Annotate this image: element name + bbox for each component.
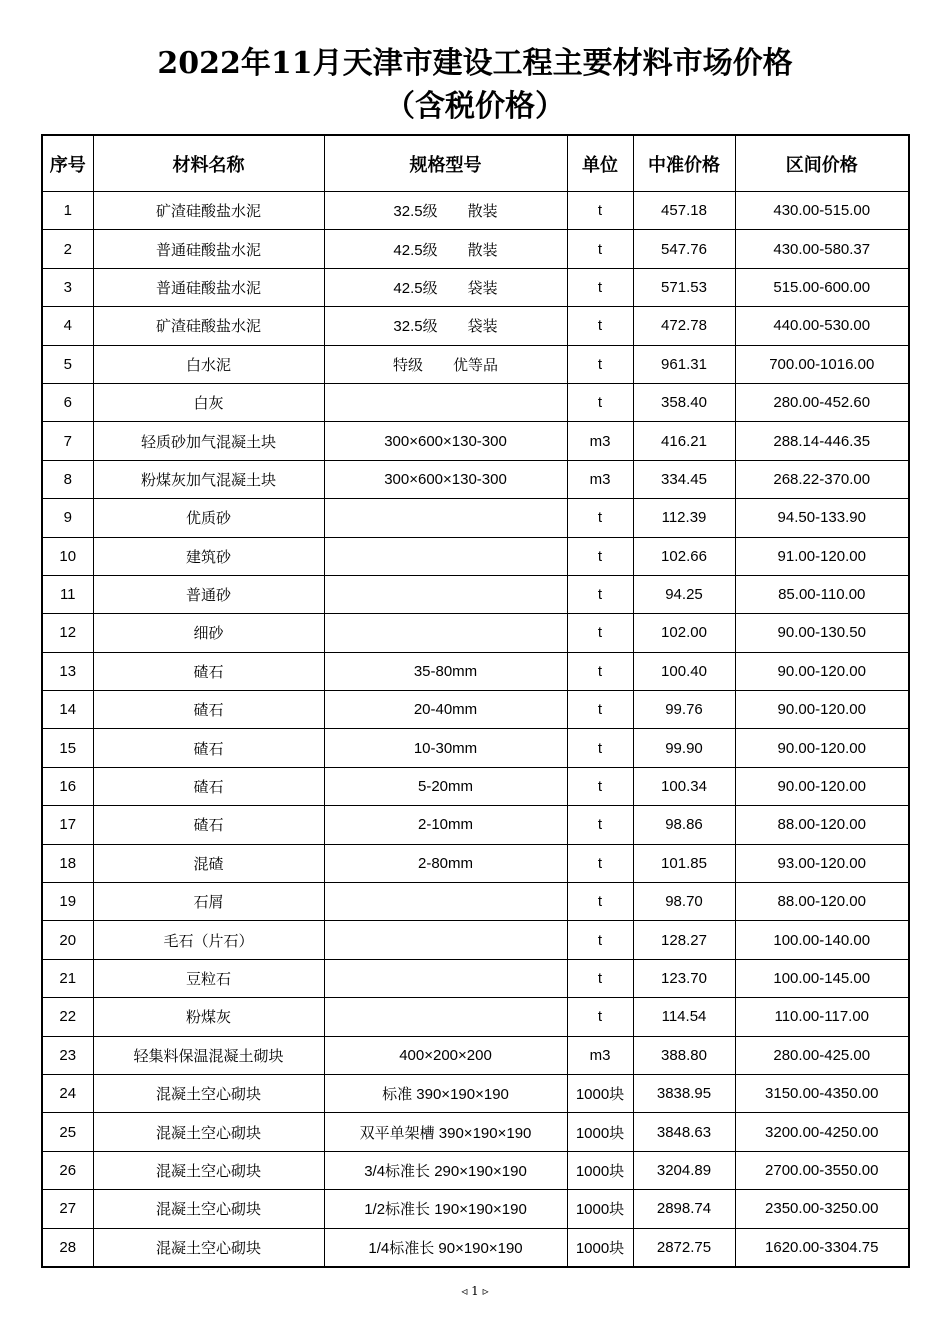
header-unit: 单位 [567, 135, 633, 192]
table-row [42, 1190, 909, 1228]
cell-unit: 1000块 [567, 1151, 633, 1189]
cell-unit: t [567, 883, 633, 921]
table-row [42, 998, 909, 1036]
cell-spec: 2-80mm [324, 844, 567, 882]
cell-unit: t [567, 383, 633, 421]
cell-material-name: 混凝土空心砌块 [93, 1190, 324, 1228]
cell-price-range: 3200.00-4250.00 [735, 1113, 909, 1151]
cell-spec: 1/4标准长 90×190×190 [324, 1228, 567, 1267]
cell-price-range: 90.00-120.00 [735, 691, 909, 729]
cell-standard-price: 98.86 [633, 806, 735, 844]
cell-spec: 32.5级 散装 [324, 192, 567, 230]
cell-material-name: 碴石 [93, 767, 324, 805]
cell-spec [324, 959, 567, 997]
table-row [42, 230, 909, 268]
cell-unit: t [567, 192, 633, 230]
cell-index: 9 [42, 499, 93, 537]
cell-unit: m3 [567, 460, 633, 498]
cell-price-range: 88.00-120.00 [735, 806, 909, 844]
cell-index: 4 [42, 307, 93, 345]
cell-material-name: 细砂 [93, 614, 324, 652]
cell-material-name: 混凝土空心砌块 [93, 1228, 324, 1267]
cell-price-range: 94.50-133.90 [735, 499, 909, 537]
cell-spec: 特级 优等品 [324, 345, 567, 383]
cell-index: 21 [42, 959, 93, 997]
cell-material-name: 轻质砂加气混凝土块 [93, 422, 324, 460]
header-standard-price: 中准价格 [633, 135, 735, 192]
cell-price-range: 88.00-120.00 [735, 883, 909, 921]
cell-index: 22 [42, 998, 93, 1036]
cell-spec: 300×600×130-300 [324, 422, 567, 460]
table-row [42, 921, 909, 959]
cell-price-range: 2700.00-3550.00 [735, 1151, 909, 1189]
cell-material-name: 普通硅酸盐水泥 [93, 230, 324, 268]
cell-material-name: 白灰 [93, 383, 324, 421]
cell-spec: 32.5级 袋装 [324, 307, 567, 345]
cell-material-name: 石屑 [93, 883, 324, 921]
cell-standard-price: 334.45 [633, 460, 735, 498]
cell-spec: 42.5级 袋装 [324, 268, 567, 306]
cell-spec [324, 614, 567, 652]
cell-unit: t [567, 537, 633, 575]
table-row [42, 422, 909, 460]
cell-spec: 300×600×130-300 [324, 460, 567, 498]
header-material-name: 材料名称 [93, 135, 324, 192]
cell-index: 2 [42, 230, 93, 268]
cell-standard-price: 457.18 [633, 192, 735, 230]
cell-price-range: 100.00-140.00 [735, 921, 909, 959]
cell-unit: 1000块 [567, 1228, 633, 1267]
cell-price-range: 280.00-425.00 [735, 1036, 909, 1074]
cell-standard-price: 547.76 [633, 230, 735, 268]
cell-index: 10 [42, 537, 93, 575]
table-row [42, 959, 909, 997]
cell-standard-price: 112.39 [633, 499, 735, 537]
cell-index: 14 [42, 691, 93, 729]
cell-index: 15 [42, 729, 93, 767]
cell-unit: m3 [567, 1036, 633, 1074]
cell-unit: t [567, 998, 633, 1036]
cell-spec: 42.5级 散装 [324, 230, 567, 268]
cell-material-name: 轻集料保温混凝土砌块 [93, 1036, 324, 1074]
cell-material-name: 混碴 [93, 844, 324, 882]
table-row [42, 1151, 909, 1189]
cell-unit: t [567, 652, 633, 690]
cell-unit: 1000块 [567, 1190, 633, 1228]
cell-price-range: 1620.00-3304.75 [735, 1228, 909, 1267]
cell-price-range: 440.00-530.00 [735, 307, 909, 345]
cell-spec: 10-30mm [324, 729, 567, 767]
cell-material-name: 粉煤灰加气混凝土块 [93, 460, 324, 498]
cell-index: 1 [42, 192, 93, 230]
table-row [42, 345, 909, 383]
cell-standard-price: 3848.63 [633, 1113, 735, 1151]
cell-material-name: 普通硅酸盐水泥 [93, 268, 324, 306]
cell-unit: t [567, 767, 633, 805]
cell-material-name: 普通砂 [93, 575, 324, 613]
cell-index: 16 [42, 767, 93, 805]
cell-index: 28 [42, 1228, 93, 1267]
cell-standard-price: 100.34 [633, 767, 735, 805]
cell-spec: 2-10mm [324, 806, 567, 844]
cell-price-range: 100.00-145.00 [735, 959, 909, 997]
cell-index: 17 [42, 806, 93, 844]
cell-unit: 1000块 [567, 1074, 633, 1112]
cell-standard-price: 101.85 [633, 844, 735, 882]
table-row [42, 883, 909, 921]
cell-material-name: 毛石（片石） [93, 921, 324, 959]
cell-spec: 400×200×200 [324, 1036, 567, 1074]
cell-spec [324, 883, 567, 921]
cell-unit: t [567, 959, 633, 997]
cell-material-name: 粉煤灰 [93, 998, 324, 1036]
cell-standard-price: 416.21 [633, 422, 735, 460]
cell-standard-price: 472.78 [633, 307, 735, 345]
table-row [42, 806, 909, 844]
cell-standard-price: 2898.74 [633, 1190, 735, 1228]
table-row [42, 767, 909, 805]
cell-index: 3 [42, 268, 93, 306]
cell-standard-price: 123.70 [633, 959, 735, 997]
cell-unit: t [567, 614, 633, 652]
cell-price-range: 288.14-446.35 [735, 422, 909, 460]
cell-unit: m3 [567, 422, 633, 460]
cell-material-name: 混凝土空心砌块 [93, 1151, 324, 1189]
cell-spec: 35-80mm [324, 652, 567, 690]
table-row [42, 1074, 909, 1112]
cell-index: 6 [42, 383, 93, 421]
cell-spec: 标准 390×190×190 [324, 1074, 567, 1112]
cell-index: 18 [42, 844, 93, 882]
table-row [42, 614, 909, 652]
cell-standard-price: 100.40 [633, 652, 735, 690]
table-row [42, 192, 909, 230]
table-row [42, 537, 909, 575]
cell-index: 25 [42, 1113, 93, 1151]
cell-unit: t [567, 230, 633, 268]
cell-material-name: 碴石 [93, 806, 324, 844]
table-row [42, 729, 909, 767]
cell-price-range: 90.00-120.00 [735, 767, 909, 805]
table-row [42, 499, 909, 537]
cell-spec: 20-40mm [324, 691, 567, 729]
cell-index: 13 [42, 652, 93, 690]
cell-material-name: 混凝土空心砌块 [93, 1113, 324, 1151]
cell-index: 23 [42, 1036, 93, 1074]
cell-index: 24 [42, 1074, 93, 1112]
cell-index: 19 [42, 883, 93, 921]
cell-index: 26 [42, 1151, 93, 1189]
cell-spec [324, 575, 567, 613]
cell-material-name: 矿渣硅酸盐水泥 [93, 192, 324, 230]
table-row [42, 383, 909, 421]
table-row [42, 1113, 909, 1151]
cell-standard-price: 128.27 [633, 921, 735, 959]
cell-index: 5 [42, 345, 93, 383]
cell-standard-price: 3838.95 [633, 1074, 735, 1112]
cell-spec: 5-20mm [324, 767, 567, 805]
table-body [42, 192, 909, 1267]
cell-standard-price: 98.70 [633, 883, 735, 921]
cell-unit: t [567, 268, 633, 306]
cell-index: 8 [42, 460, 93, 498]
page-subtitle: （含税价格） [385, 89, 565, 124]
cell-unit: t [567, 844, 633, 882]
cell-price-range: 2350.00-3250.00 [735, 1190, 909, 1228]
cell-unit: 1000块 [567, 1113, 633, 1151]
cell-standard-price: 99.90 [633, 729, 735, 767]
cell-price-range: 110.00-117.00 [735, 998, 909, 1036]
cell-material-name: 优质砂 [93, 499, 324, 537]
cell-spec: 3/4标准长 290×190×190 [324, 1151, 567, 1189]
cell-standard-price: 358.40 [633, 383, 735, 421]
cell-material-name: 碴石 [93, 729, 324, 767]
cell-unit: t [567, 499, 633, 537]
cell-standard-price: 94.25 [633, 575, 735, 613]
page-number: ◃ 1 ▹ [461, 1284, 489, 1298]
cell-price-range: 515.00-600.00 [735, 268, 909, 306]
table-row [42, 1036, 909, 1074]
cell-unit: t [567, 307, 633, 345]
cell-spec [324, 537, 567, 575]
cell-price-range: 430.00-515.00 [735, 192, 909, 230]
page-title: 2022年11月天津市建设工程主要材料市场价格 [157, 46, 793, 81]
cell-standard-price: 961.31 [633, 345, 735, 383]
cell-standard-price: 102.00 [633, 614, 735, 652]
table-row [42, 691, 909, 729]
cell-index: 11 [42, 575, 93, 613]
cell-material-name: 建筑砂 [93, 537, 324, 575]
cell-material-name: 混凝土空心砌块 [93, 1074, 324, 1112]
cell-price-range: 85.00-110.00 [735, 575, 909, 613]
cell-price-range: 280.00-452.60 [735, 383, 909, 421]
header-index: 序号 [42, 135, 93, 192]
cell-spec: 1/2标准长 190×190×190 [324, 1190, 567, 1228]
cell-price-range: 700.00-1016.00 [735, 345, 909, 383]
cell-material-name: 豆粒石 [93, 959, 324, 997]
table-row [42, 844, 909, 882]
cell-standard-price: 114.54 [633, 998, 735, 1036]
cell-material-name: 碴石 [93, 691, 324, 729]
cell-price-range: 93.00-120.00 [735, 844, 909, 882]
cell-material-name: 碴石 [93, 652, 324, 690]
table-row [42, 575, 909, 613]
cell-spec: 双平单架槽 390×190×190 [324, 1113, 567, 1151]
cell-unit: t [567, 729, 633, 767]
price-table [41, 134, 910, 1268]
header-price-range: 区间价格 [735, 135, 909, 192]
cell-unit: t [567, 806, 633, 844]
table-row [42, 268, 909, 306]
cell-index: 7 [42, 422, 93, 460]
table-header-row [42, 135, 909, 192]
cell-price-range: 90.00-120.00 [735, 652, 909, 690]
table-row [42, 652, 909, 690]
cell-standard-price: 3204.89 [633, 1151, 735, 1189]
cell-material-name: 白水泥 [93, 345, 324, 383]
cell-index: 20 [42, 921, 93, 959]
cell-standard-price: 102.66 [633, 537, 735, 575]
cell-material-name: 矿渣硅酸盐水泥 [93, 307, 324, 345]
cell-unit: t [567, 345, 633, 383]
table-row [42, 307, 909, 345]
cell-price-range: 91.00-120.00 [735, 537, 909, 575]
table-row [42, 1228, 909, 1267]
cell-standard-price: 388.80 [633, 1036, 735, 1074]
cell-price-range: 430.00-580.37 [735, 230, 909, 268]
cell-standard-price: 99.76 [633, 691, 735, 729]
cell-price-range: 90.00-120.00 [735, 729, 909, 767]
cell-index: 12 [42, 614, 93, 652]
cell-standard-price: 2872.75 [633, 1228, 735, 1267]
cell-unit: t [567, 575, 633, 613]
cell-index: 27 [42, 1190, 93, 1228]
cell-spec [324, 383, 567, 421]
table-row [42, 460, 909, 498]
cell-standard-price: 571.53 [633, 268, 735, 306]
cell-price-range: 90.00-130.50 [735, 614, 909, 652]
cell-price-range: 3150.00-4350.00 [735, 1074, 909, 1112]
cell-spec [324, 499, 567, 537]
cell-spec [324, 998, 567, 1036]
cell-unit: t [567, 691, 633, 729]
cell-price-range: 268.22-370.00 [735, 460, 909, 498]
header-spec: 规格型号 [324, 135, 567, 192]
cell-spec [324, 921, 567, 959]
cell-unit: t [567, 921, 633, 959]
